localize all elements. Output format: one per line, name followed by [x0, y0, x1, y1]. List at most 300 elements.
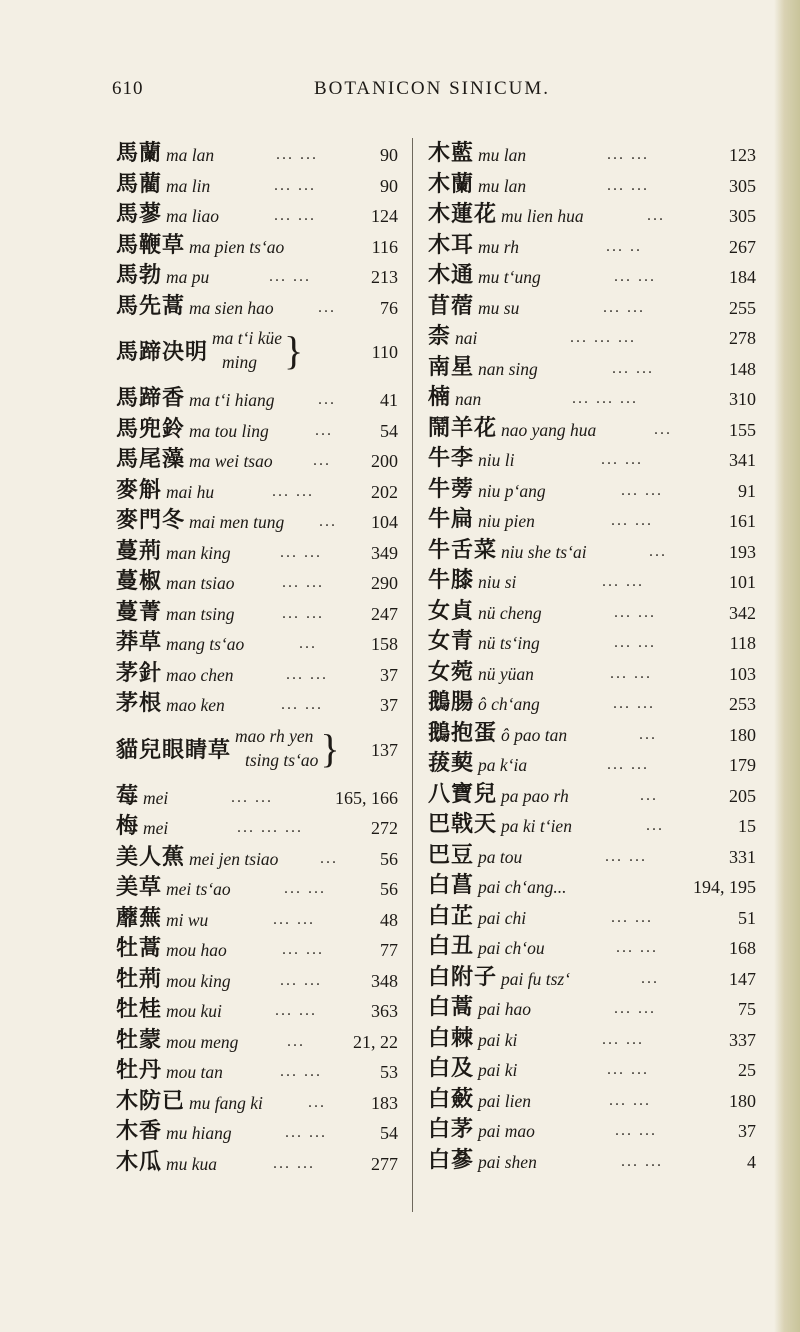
chinese-characters: 鵝腸 — [428, 690, 475, 715]
index-column-right — [428, 140, 756, 1177]
romanization: mou hao — [166, 940, 227, 960]
page-reference: 331 — [729, 846, 756, 867]
page-reference: 341 — [729, 450, 756, 470]
page-reference: 103 — [729, 663, 756, 684]
leader-dots: ... ... — [284, 880, 326, 897]
chinese-characters: 牛扁 — [428, 507, 475, 532]
index-entry — [428, 842, 756, 873]
romanization: mu lien hua — [501, 206, 584, 226]
romanization: pai ki — [478, 1029, 518, 1050]
index-entry — [116, 996, 398, 1027]
chinese-characters: 鬧羊花 — [428, 415, 498, 441]
leader-dots: ... ... — [273, 1154, 315, 1172]
index-entry — [116, 171, 398, 202]
index-entry — [428, 781, 756, 812]
index-entry — [116, 935, 398, 966]
index-entry — [116, 568, 398, 599]
romanization: niu si — [478, 572, 517, 592]
romanization: nan — [455, 389, 482, 409]
romanization: ma t‘i hiang — [189, 390, 275, 410]
page-reference: 253 — [729, 694, 756, 714]
leader-dots: ... ... — [610, 664, 652, 682]
chinese-characters: 木蘭 — [428, 171, 475, 197]
leader-dots: ... ... — [274, 207, 316, 224]
leader-dots: ... ... — [285, 1124, 327, 1141]
leader-dots: ... ... — [282, 604, 324, 622]
page-header — [112, 78, 752, 108]
romanization: mou tan — [166, 1062, 223, 1082]
page-reference: 56 — [380, 879, 398, 899]
index-entry — [116, 140, 398, 171]
romanization: mu t‘ung — [478, 267, 541, 287]
index-entry — [428, 476, 756, 507]
chinese-characters: 菝葜 — [428, 751, 475, 776]
index-entry — [116, 1027, 398, 1058]
page-reference: 363 — [371, 1001, 398, 1021]
leader-dots: ... ... — [281, 696, 323, 713]
leader-dots: ... ... — [602, 573, 644, 590]
chinese-characters: 白丑 — [428, 934, 475, 959]
chinese-characters: 貓兒眼睛草 — [116, 737, 232, 763]
page-reference: 337 — [729, 1029, 756, 1050]
chinese-characters: 茅根 — [116, 691, 163, 716]
page-reference: 255 — [729, 297, 756, 318]
page-reference: 168 — [729, 938, 756, 958]
chinese-characters: 麥門冬 — [116, 508, 186, 533]
page-reference: 37 — [738, 1121, 756, 1141]
chinese-characters: 梅 — [116, 814, 140, 839]
chinese-characters: 巴豆 — [428, 842, 475, 868]
page-reference: 51 — [738, 907, 756, 928]
leader-dots: ... ... ... — [237, 819, 303, 836]
index-entry — [116, 966, 398, 997]
page-reference: 180 — [729, 1090, 756, 1111]
chinese-characters: 馬尾藻 — [116, 447, 186, 472]
romanization: ma lin — [166, 175, 211, 196]
index-entry — [116, 385, 398, 416]
page-reference: 137 — [371, 739, 398, 760]
romanization: pai hao — [478, 999, 531, 1019]
leader-dots: ... ... — [272, 482, 314, 500]
page-reference: 56 — [380, 848, 398, 869]
leader-dots: ... ... — [611, 908, 653, 926]
index-entry — [116, 293, 398, 324]
page-reference: 277 — [371, 1153, 398, 1174]
romanization: ma liao — [166, 206, 219, 226]
page-reference: 90 — [380, 145, 398, 165]
page-reference: 148 — [729, 358, 756, 379]
leader-dots: ... ... — [621, 1152, 663, 1170]
page-reference: 348 — [371, 970, 398, 991]
romanization: mei ts‘ao — [166, 879, 231, 899]
chinese-characters: 木瓜 — [116, 1149, 163, 1175]
chinese-characters: 麥斛 — [116, 477, 163, 503]
page-reference: 90 — [380, 175, 398, 196]
page-reference: 310 — [729, 389, 756, 409]
romanization: mou kui — [166, 1001, 222, 1021]
page-reference: 101 — [729, 572, 756, 592]
index-entry — [428, 232, 756, 263]
page-reference: 183 — [371, 1092, 398, 1113]
leader-dots: ... — [287, 1032, 305, 1050]
chinese-characters: 八寶兒 — [428, 781, 498, 807]
index-entry — [428, 750, 756, 781]
leader-dots: ... ... — [605, 847, 647, 865]
index-entry — [428, 201, 756, 232]
romanization: man tsiao — [166, 573, 235, 593]
romanization: ma pien ts‘ao — [189, 236, 285, 257]
page-reference: 147 — [729, 968, 756, 989]
index-entry — [428, 293, 756, 324]
page-reference: 54 — [380, 420, 398, 441]
romanization: ma pu — [166, 267, 210, 287]
leader-dots: ... — [640, 786, 658, 804]
index-entry — [428, 537, 756, 568]
index-entry — [428, 323, 756, 354]
leader-dots: ... — [647, 207, 665, 224]
leader-dots: ... ... — [607, 176, 649, 194]
romanization: pai chi — [478, 907, 527, 928]
chinese-characters: 蘼蕪 — [116, 905, 163, 931]
chinese-characters: 馬兜鈴 — [116, 416, 186, 442]
leader-dots: ... ... — [607, 146, 649, 163]
romanization: ma tou ling — [189, 420, 269, 441]
romanization: nao yang hua — [501, 419, 597, 440]
romanization: mao chen — [166, 664, 234, 685]
index-entry — [428, 262, 756, 293]
page-reference: 75 — [738, 999, 756, 1019]
romanization: niu p‘ang — [478, 480, 546, 501]
page-reference: 25 — [738, 1060, 756, 1080]
romanization: pai mao — [478, 1121, 535, 1141]
page-reference: 213 — [371, 267, 398, 287]
page-reference: 193 — [729, 541, 756, 562]
chinese-characters: 牡荊 — [116, 966, 163, 992]
leader-dots: ... — [639, 725, 657, 743]
index-entry — [116, 599, 398, 630]
page-reference: 110 — [371, 342, 398, 362]
page-reference: 37 — [380, 695, 398, 715]
leader-dots: ... — [315, 421, 333, 439]
romanization: man king — [166, 542, 231, 563]
index-entry — [428, 140, 756, 171]
chinese-characters: 木蓮花 — [428, 202, 498, 227]
index-entry — [116, 813, 398, 844]
romanization: pai fu tsz‘ — [501, 968, 571, 989]
leader-dots: ... ... — [274, 176, 316, 194]
page-reference: 124 — [371, 206, 398, 226]
page-reference: 247 — [371, 603, 398, 624]
index-entry — [116, 844, 398, 875]
romanization: mu kua — [166, 1153, 218, 1174]
page-reference: 155 — [729, 419, 756, 440]
page-number: 610 — [112, 78, 144, 99]
chinese-characters: 南星 — [428, 354, 475, 380]
page-reference: 200 — [371, 451, 398, 471]
leader-dots: ... ... — [280, 543, 322, 561]
index-entry — [116, 323, 398, 385]
romanization: mai men tung — [189, 512, 285, 532]
page-reference: 194, 195 — [693, 877, 756, 897]
romanization: ô pao tan — [501, 724, 568, 745]
leader-dots: ... ... — [609, 1091, 651, 1109]
romanization: nü ts‘ing — [478, 633, 540, 653]
leader-dots: ... ... — [603, 298, 645, 316]
chinese-characters: 馬先蒿 — [116, 293, 186, 319]
romanization: mou king — [166, 970, 231, 991]
romanization: mi wu — [166, 909, 209, 930]
chinese-characters: 馬蘭 — [116, 141, 163, 166]
index-entry — [116, 1118, 398, 1149]
chinese-characters: 苜蓿 — [428, 293, 475, 319]
bracket: } — [320, 725, 340, 771]
romanization: pa pao rh — [501, 785, 569, 806]
index-entry — [428, 567, 756, 598]
leader-dots: ... ... — [286, 665, 328, 683]
leader-dots: ... ... — [614, 1000, 656, 1017]
chinese-characters: 茅針 — [116, 660, 163, 686]
romanization: mao ken — [166, 695, 225, 715]
chinese-characters: 牡桂 — [116, 997, 163, 1022]
leader-dots: ... ... — [611, 512, 653, 529]
romanization: ô ch‘ang — [478, 694, 540, 714]
leader-dots: ... ... — [614, 268, 656, 285]
chinese-characters: 白蘞 — [428, 1086, 475, 1112]
page-reference: 116 — [371, 236, 398, 257]
chinese-characters: 白及 — [428, 1056, 475, 1081]
leader-dots: ... ... — [607, 756, 649, 773]
chinese-characters: 牡蒿 — [116, 936, 163, 961]
page-reference: 205 — [729, 785, 756, 806]
leader-dots: ... ... — [282, 941, 324, 958]
leader-dots: ... ... — [602, 1030, 644, 1048]
romanization: mu fang ki — [189, 1092, 263, 1113]
chinese-characters: 鵝抱蛋 — [428, 720, 498, 746]
page-reference: 161 — [729, 511, 756, 531]
chinese-characters: 白蒿 — [428, 995, 475, 1020]
page-reference: 349 — [371, 542, 398, 563]
romanization: ma t‘i küe — [212, 328, 282, 348]
chinese-characters: 牛李 — [428, 446, 475, 471]
chinese-characters: 牛舌菜 — [428, 537, 498, 563]
chinese-characters: 木香 — [116, 1119, 163, 1144]
leader-dots: ... ... — [275, 1002, 317, 1019]
page-reference: 165, 166 — [335, 787, 398, 808]
index-entry — [116, 783, 398, 814]
page-reference: 48 — [380, 909, 398, 930]
index-entry — [116, 874, 398, 905]
romanization: pa k‘ia — [478, 755, 528, 775]
page-reference: 91 — [738, 480, 756, 501]
leader-dots: ... ... — [607, 1061, 649, 1078]
page-reference: 272 — [371, 818, 398, 838]
index-entry — [428, 659, 756, 690]
index-entry — [428, 994, 756, 1025]
leader-dots: ... ... — [616, 939, 658, 956]
index-entry — [428, 506, 756, 537]
index-entry — [428, 811, 756, 842]
chinese-characters: 木防已 — [116, 1088, 186, 1114]
chinese-characters: 柰 — [428, 324, 452, 349]
chinese-characters: 楠 — [428, 385, 452, 410]
chinese-characters: 木藍 — [428, 141, 475, 166]
chinese-characters: 牛膝 — [428, 568, 475, 593]
page-reference: 76 — [380, 297, 398, 318]
index-entry — [428, 598, 756, 629]
index-entry — [116, 905, 398, 936]
chinese-characters: 蔓椒 — [116, 569, 163, 594]
index-entry — [116, 507, 398, 538]
leader-dots: ... ... — [621, 481, 663, 499]
chinese-characters: 蔓荊 — [116, 538, 163, 564]
chinese-characters: 美人蕉 — [116, 844, 186, 870]
romanization: mei — [143, 787, 169, 808]
romanization: pa tou — [478, 846, 523, 867]
chinese-characters: 白蔘 — [428, 1147, 475, 1173]
page-reference: 54 — [380, 1123, 398, 1143]
page-reference: 202 — [371, 481, 398, 502]
chinese-characters: 木通 — [428, 263, 475, 288]
index-entry — [428, 1147, 756, 1178]
index-entry — [116, 446, 398, 477]
index-entry — [116, 201, 398, 232]
leader-dots: ... — [320, 849, 338, 867]
page-reference: 41 — [380, 390, 398, 410]
romanization: mu hiang — [166, 1123, 232, 1143]
leader-dots: ... ... — [613, 695, 655, 712]
leader-dots: ... ... — [280, 971, 322, 989]
romanization: mu rh — [478, 236, 520, 257]
chinese-characters: 牡丹 — [116, 1058, 163, 1083]
page-reference: 37 — [380, 664, 398, 685]
romanization: pai ki — [478, 1060, 518, 1080]
leader-dots: ... — [654, 420, 672, 438]
chinese-characters: 美草 — [116, 875, 163, 900]
chinese-characters: 木耳 — [428, 232, 475, 258]
leader-dots: ... — [313, 452, 331, 469]
chinese-characters: 馬蹄决明 — [116, 340, 209, 365]
romanization: pai ch‘ou — [478, 938, 545, 958]
page-reference: 118 — [729, 633, 756, 653]
page-reference: 104 — [371, 512, 398, 532]
index-entry — [428, 903, 756, 934]
romanization: pai shen — [478, 1151, 537, 1172]
romanization: mao rh yen — [235, 725, 314, 746]
romanization: mu su — [478, 297, 520, 318]
chinese-characters: 莽草 — [116, 630, 163, 655]
leader-dots: ... — [319, 513, 337, 530]
index-entry — [116, 232, 398, 263]
romanization: mei — [143, 818, 169, 838]
chinese-characters: 女菀 — [428, 659, 475, 685]
chinese-characters: 白附子 — [428, 964, 498, 990]
romanization-continued: ming — [222, 352, 257, 372]
romanization: mang ts‘ao — [166, 634, 245, 654]
romanization: niu li — [478, 450, 515, 470]
chinese-characters: 馬藺 — [116, 171, 163, 197]
page-reference: 184 — [729, 267, 756, 287]
leader-dots: ... ... — [601, 451, 643, 468]
chinese-characters: 白茅 — [428, 1117, 475, 1142]
running-title: BOTANICON SINICUM. — [313, 78, 551, 99]
index-entry — [116, 721, 398, 783]
leader-dots: ... ... — [269, 268, 311, 285]
romanization: nan sing — [478, 358, 538, 379]
index-entry — [428, 171, 756, 202]
index-entry — [116, 1057, 398, 1088]
index-entry — [428, 689, 756, 720]
romanization: pa ki t‘ien — [501, 816, 572, 836]
chinese-characters: 馬蓼 — [116, 202, 163, 227]
page-reference: 305 — [729, 175, 756, 196]
chinese-characters: 馬鞭草 — [116, 232, 186, 258]
leader-dots: ... ... — [614, 634, 656, 651]
page-reference: 4 — [747, 1151, 756, 1172]
leader-dots: ... ... — [615, 1122, 657, 1139]
index-entry — [428, 415, 756, 446]
page-reference: 290 — [371, 573, 398, 593]
index-entry — [428, 720, 756, 751]
romanization: ma sien hao — [189, 297, 274, 318]
page-reference: 158 — [371, 634, 398, 654]
leader-dots: ... ... ... — [572, 390, 638, 407]
page-reference: 15 — [738, 816, 756, 836]
romanization: mu lan — [478, 175, 527, 196]
romanization: ma lan — [166, 145, 215, 165]
leader-dots: ... ... — [273, 910, 315, 928]
chinese-characters: 白菖 — [428, 873, 475, 898]
romanization: pai ch‘ang... — [478, 877, 567, 897]
chinese-characters: 馬勃 — [116, 263, 163, 288]
leader-dots: ... — [641, 969, 659, 987]
index-entry — [116, 1149, 398, 1180]
leader-dots: ... ... — [612, 359, 654, 377]
index-entry — [116, 690, 398, 721]
index-entry — [428, 445, 756, 476]
chinese-characters: 女青 — [428, 629, 475, 654]
romanization: mu lan — [478, 145, 527, 165]
page-reference: 305 — [729, 206, 756, 226]
index-entry — [116, 538, 398, 569]
romanization-continued: tsing ts‘ao — [245, 749, 319, 770]
romanization: nai — [455, 328, 478, 348]
leader-dots: ... .. — [606, 237, 642, 255]
romanization: mai hu — [166, 481, 215, 502]
index-entry — [428, 384, 756, 415]
chinese-characters: 蔓菁 — [116, 599, 163, 625]
index-entry — [428, 1025, 756, 1056]
index-entry — [428, 1055, 756, 1086]
romanization: nü yüan — [478, 663, 534, 684]
leader-dots: ... ... — [231, 788, 273, 806]
page-reference: 21, 22 — [353, 1031, 398, 1052]
page-reference: 180 — [729, 724, 756, 745]
chinese-characters: 莓 — [116, 783, 140, 809]
romanization: man tsing — [166, 603, 235, 624]
index-entry — [428, 964, 756, 995]
romanization: mou meng — [166, 1031, 239, 1052]
romanization: mei jen tsiao — [189, 848, 279, 869]
leader-dots: ... ... ... — [570, 329, 636, 346]
leader-dots: ... — [299, 635, 317, 652]
page-edge — [774, 0, 800, 1332]
chinese-characters: 白芷 — [428, 903, 475, 929]
romanization: pai lien — [478, 1090, 531, 1111]
index-entry — [116, 477, 398, 508]
page-reference: 179 — [729, 755, 756, 775]
chinese-characters: 白棘 — [428, 1025, 475, 1051]
index-entry — [428, 872, 756, 903]
